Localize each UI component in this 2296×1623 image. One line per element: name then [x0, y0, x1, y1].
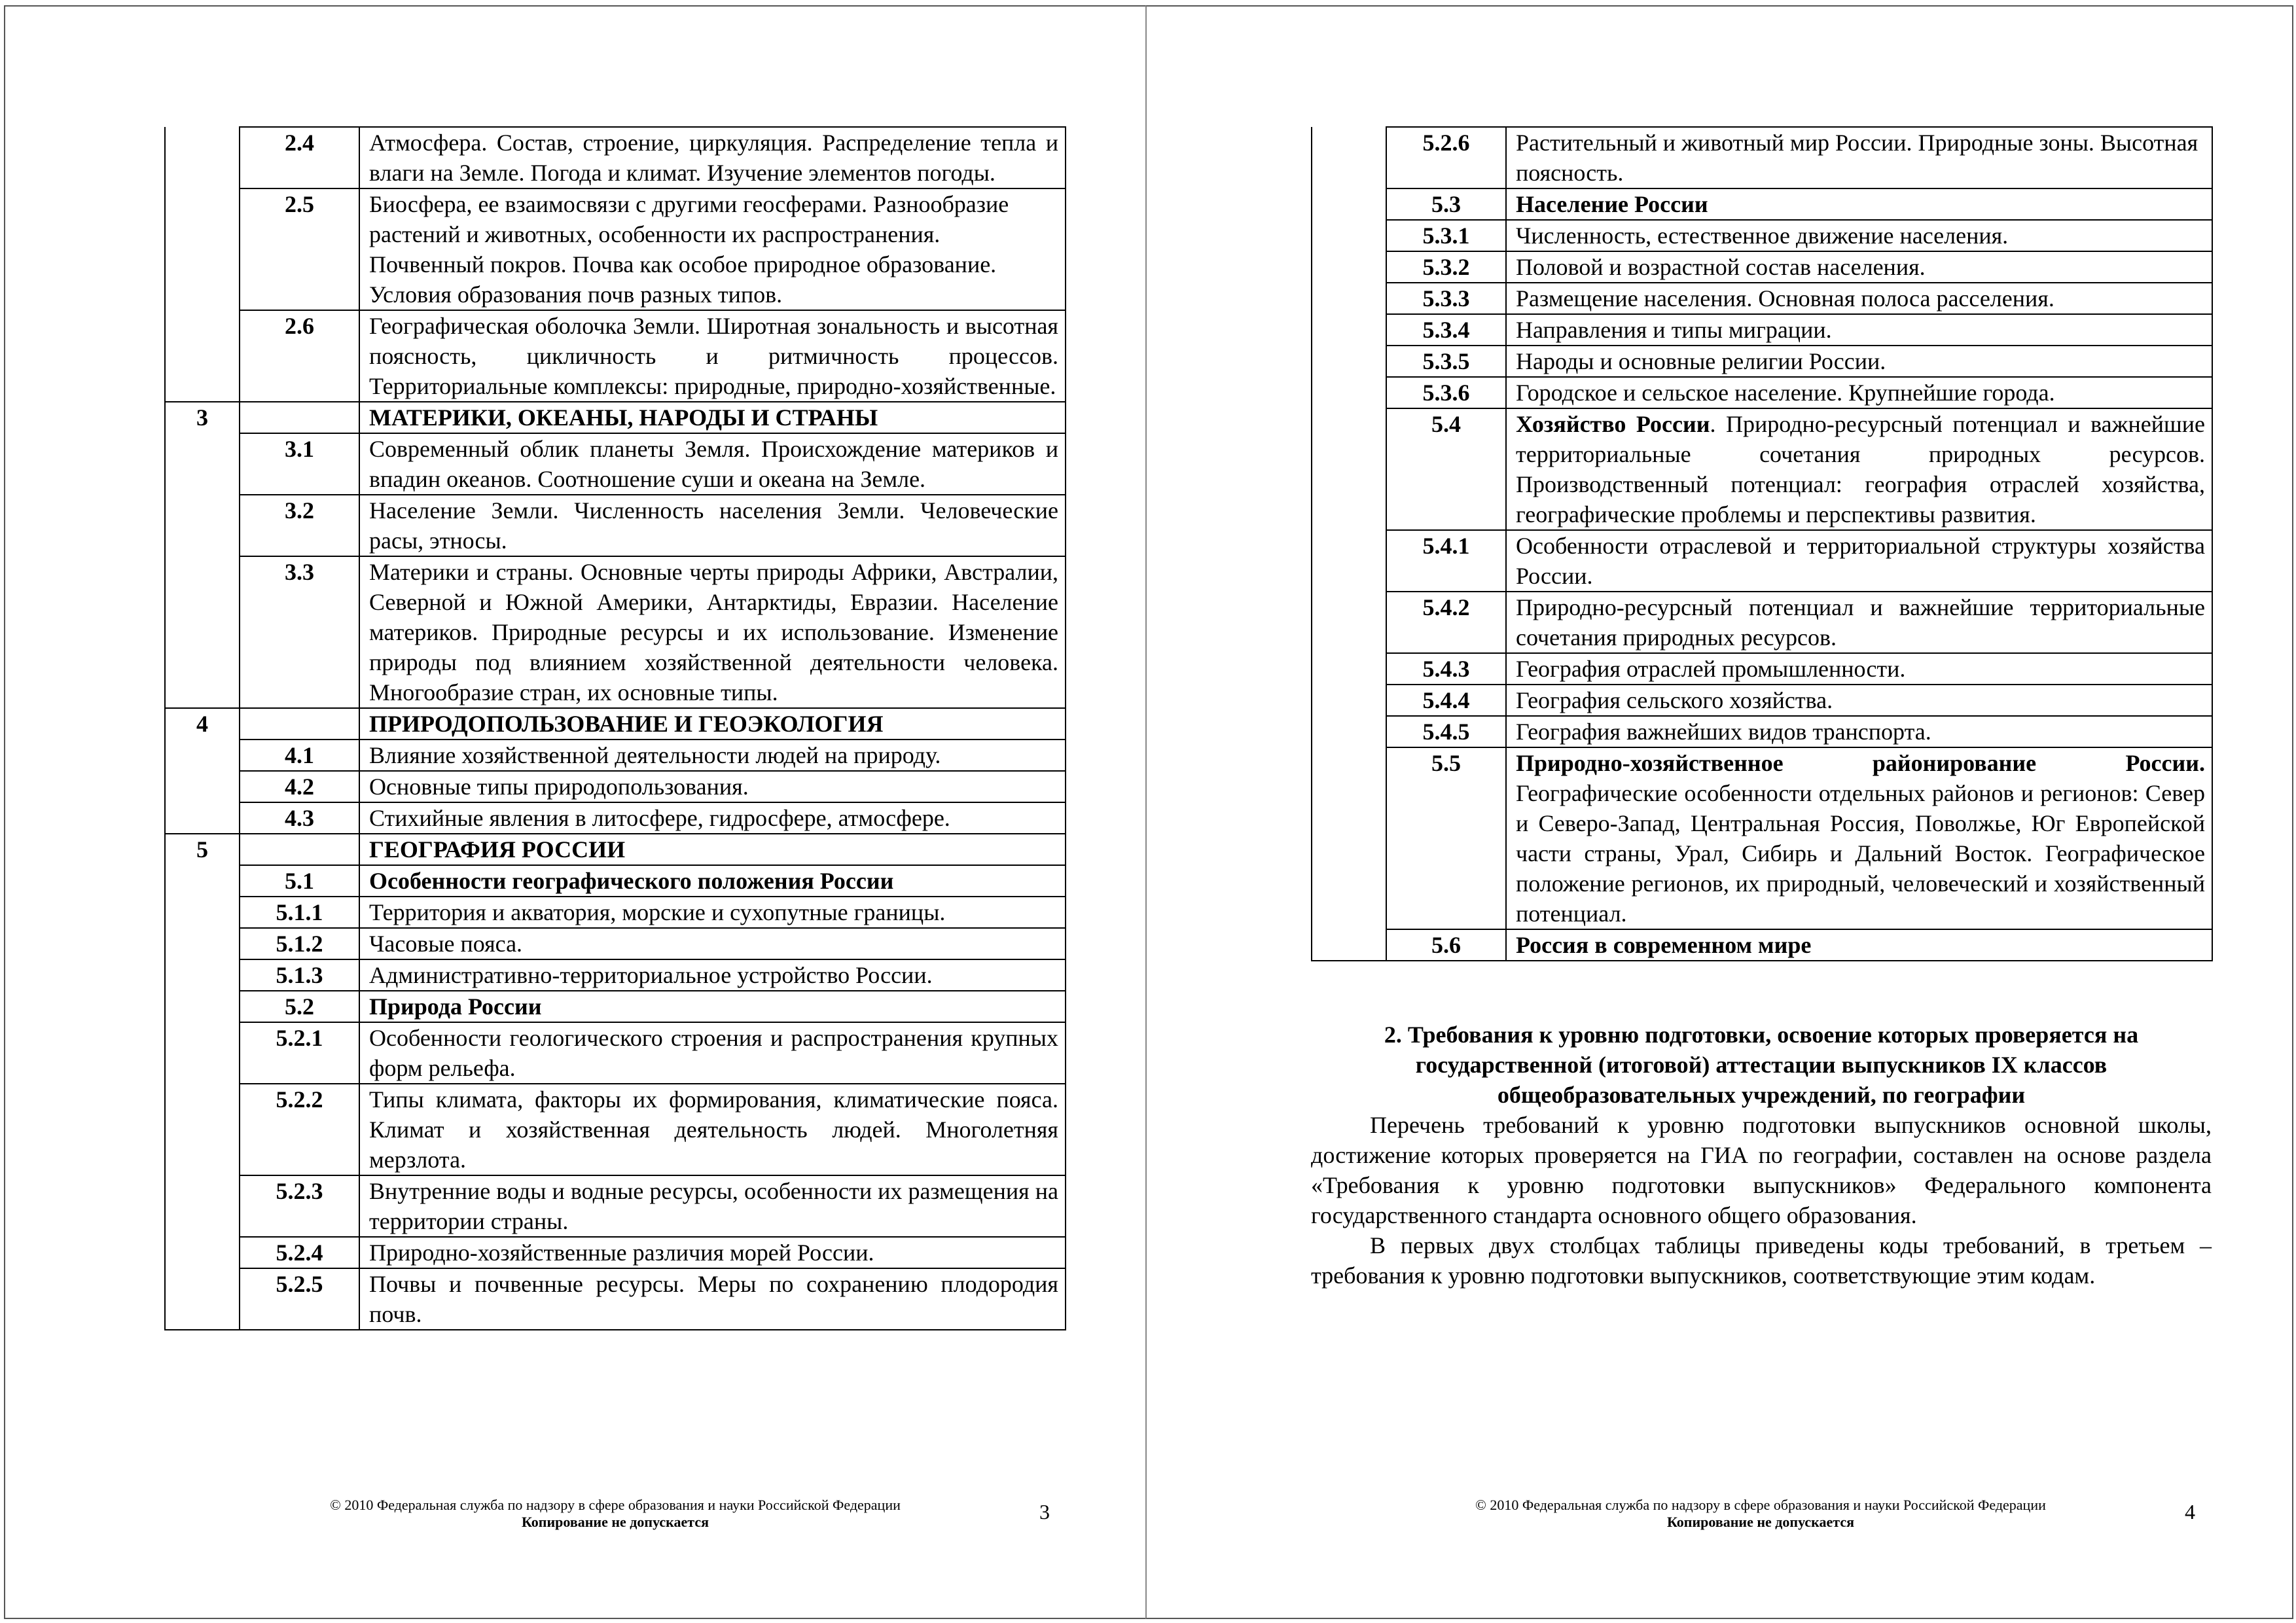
topic-code: 5.4.5 — [1386, 716, 1506, 747]
section-number — [165, 740, 240, 771]
section-number — [1312, 220, 1386, 251]
section-number — [1312, 653, 1386, 685]
table-row — [1312, 929, 2212, 961]
topic-code: 5.4 — [1386, 408, 1506, 530]
table-row — [165, 834, 1066, 865]
topic-code — [240, 708, 359, 740]
topic-code: 5.1.3 — [240, 959, 359, 991]
section-number — [1312, 685, 1386, 716]
table-row — [1312, 283, 2212, 314]
topic-code: 5.1.2 — [240, 928, 359, 959]
topic-code: 5.2.3 — [240, 1175, 359, 1237]
topic-text: Особенности отраслевой и территориальной структуры хозяйства России. — [1506, 530, 2212, 592]
table-row — [1312, 314, 2212, 346]
table-row — [165, 556, 1066, 708]
topic-code: 5.4.3 — [1386, 653, 1506, 685]
topic-code: 5.4.1 — [1386, 530, 1506, 592]
table-row — [1312, 251, 2212, 283]
section-number — [165, 802, 240, 834]
topic-code: 5.2.1 — [240, 1022, 359, 1084]
table-row — [165, 959, 1066, 991]
footer-copy-notice: Копирование не допускается — [521, 1514, 709, 1530]
topic-text: География важнейших видов транспорта. — [1506, 716, 2212, 747]
table-row — [165, 865, 1066, 897]
table-row — [165, 127, 1066, 188]
table-row — [165, 433, 1066, 495]
table-row — [165, 928, 1066, 959]
topic-text — [1506, 747, 2212, 929]
topic-code: 5.1 — [240, 865, 359, 897]
topic-text: Типы климата, факторы их формирования, климатические пояса. Климат и хозяйственная деятельность людей. Многолетняя мерзлота. — [359, 1084, 1066, 1175]
section-heading: 2. Требования к уровню подготовки, освоение которых проверяется на государственной (итоговой) аттестации выпускников IX классов общеобразовательных учреждений, по географии — [1384, 1022, 2139, 1108]
topic-code: 5.3.1 — [1386, 220, 1506, 251]
topic-code: 2.6 — [240, 310, 359, 402]
topic-text: Основные типы природопользования. — [359, 771, 1066, 802]
content-table-right — [1311, 126, 2213, 961]
table-row — [165, 1084, 1066, 1175]
topic-code: 4.3 — [240, 802, 359, 834]
topic-text: Часовые пояса. — [359, 928, 1066, 959]
topic-text: Современный облик планеты Земля. Происхождение материков и впадин океанов. Соотношение суши и океана на Земле. — [359, 433, 1066, 495]
paragraph-2: В первых двух столбцах таблицы приведены коды требований, в третьем – требования к уровню подготовки выпускников, соответствующие этим кодам. — [1311, 1232, 2212, 1289]
table-row — [165, 402, 1066, 433]
topic-text: МАТЕРИКИ, ОКЕАНЫ, НАРОДЫ И СТРАНЫ — [359, 402, 1066, 433]
topic-text: Городское и сельское население. Крупнейшие города. — [1506, 377, 2212, 408]
section-number — [1312, 346, 1386, 377]
topic-text: Направления и типы миграции. — [1506, 314, 2212, 346]
topic-text: Материки и страны. Основные черты природы Африки, Австралии, Северной и Южной Америки, Антарктиды, Евразии. Население материков. Природные ресурсы и их использование. Изменение природы под влиянием хозяйственной деятельности человека. Многообразие стран, их основные типы. — [359, 556, 1066, 708]
topic-text: Природно-хозяйственные различия морей России. — [359, 1237, 1066, 1268]
section-number — [1312, 716, 1386, 747]
content-table-left — [164, 126, 1066, 1330]
topic-code: 2.5 — [240, 188, 359, 310]
section-number — [165, 771, 240, 802]
topic-code: 5.3.2 — [1386, 251, 1506, 283]
table-row — [1312, 716, 2212, 747]
section-number — [165, 433, 240, 495]
section-number: 4 — [165, 708, 240, 740]
topic-code: 3.3 — [240, 556, 359, 708]
table-row — [165, 991, 1066, 1022]
topic-code: 5.4.4 — [1386, 685, 1506, 716]
table-row — [165, 188, 1066, 310]
section-number — [165, 1268, 240, 1330]
section-number — [1312, 592, 1386, 653]
topic-text: Половой и возрастной состав населения. — [1506, 251, 2212, 283]
section-number — [1312, 283, 1386, 314]
table-row — [165, 310, 1066, 402]
table-row — [165, 1237, 1066, 1268]
topic-text: Растительный и животный мир России. Природные зоны. Высотная поясность. — [1506, 127, 2212, 188]
topic-code: 5.2.2 — [240, 1084, 359, 1175]
section-number — [165, 928, 240, 959]
topic-text: Россия в современном мире — [1506, 929, 2212, 961]
topic-text: Атмосфера. Состав, строение, циркуляция. Распределение тепла и влаги на Земле. Погода и климат. Изучение элементов погоды. — [359, 127, 1066, 188]
topic-code: 5.3 — [1386, 188, 1506, 220]
topic-rest: Географические особенности отдельных районов и регионов: Север и Северо-Запад, Центральная Россия, Поволжье, Юг Европейской части страны, Урал, Сибирь и Дальний Восток. Географическое положение регионов, их природный, человеческий и хозяйственный потенциал. — [1516, 780, 2205, 927]
page-number-left: 3 — [1039, 1500, 1050, 1524]
topic-text: География сельского хозяйства. — [1506, 685, 2212, 716]
topic-text: Природно-ресурсный потенциал и важнейшие территориальные сочетания природных ресурсов. — [1506, 592, 2212, 653]
section-number — [1312, 314, 1386, 346]
table-row — [1312, 220, 2212, 251]
topic-lead: Хозяйство России — [1516, 411, 1710, 437]
topic-text: Стихийные явления в литосфере, гидросфере, атмосфере. — [359, 802, 1066, 834]
section-number — [165, 495, 240, 556]
topic-text: Население России — [1506, 188, 2212, 220]
topic-text: Внутренние воды и водные ресурсы, особенности их размещения на территории страны. — [359, 1175, 1066, 1237]
footer-copyright: © 2010 Федеральная служба по надзору в сфере образования и науки Российской Федерации — [330, 1497, 901, 1513]
topic-code: 5.3.6 — [1386, 377, 1506, 408]
topic-text: Народы и основные религии России. — [1506, 346, 2212, 377]
topic-code: 5.2.4 — [240, 1237, 359, 1268]
topic-code: 5.2.5 — [240, 1268, 359, 1330]
topic-code: 3.1 — [240, 433, 359, 495]
topic-code: 5.6 — [1386, 929, 1506, 961]
table-row — [165, 740, 1066, 771]
topic-text: Биосфера, ее взаимосвязи с другими геосферами. Разнообразие растений и животных, особенности их распространения. Почвенный покров. Почва как особое природное образование. Условия образования почв разных типов. — [359, 188, 1066, 310]
table-row — [1312, 408, 2212, 530]
topic-code: 5.3.4 — [1386, 314, 1506, 346]
topic-text: Влияние хозяйственной деятельности людей на природу. — [359, 740, 1066, 771]
table-row — [165, 897, 1066, 928]
topic-text: Географическая оболочка Земли. Широтная зональность и высотная поясность, цикличность и ритмичность процессов. Территориальные комплексы: природные, природно-хозяйственные. — [359, 310, 1066, 402]
topic-text: Особенности географического положения России — [359, 865, 1066, 897]
topic-text: Административно-территориальное устройство России. — [359, 959, 1066, 991]
section-number — [165, 1175, 240, 1237]
table-row — [1312, 127, 2212, 188]
section-number — [1312, 530, 1386, 592]
topic-text — [1506, 408, 2212, 530]
footer-copy-notice: Копирование не допускается — [1666, 1514, 1855, 1530]
table-row — [1312, 530, 2212, 592]
page-number-right: 4 — [2185, 1500, 2195, 1524]
table-row — [1312, 653, 2212, 685]
topic-code: 5.4.2 — [1386, 592, 1506, 653]
table-row — [165, 1268, 1066, 1330]
topic-text: Особенности геологического строения и распространения крупных форм рельефа. — [359, 1022, 1066, 1084]
topic-code: 4.1 — [240, 740, 359, 771]
table-row — [165, 771, 1066, 802]
section-number — [165, 865, 240, 897]
section-number — [1312, 408, 1386, 530]
table-row — [165, 1175, 1066, 1237]
topic-text: Природа России — [359, 991, 1066, 1022]
section-number — [165, 1237, 240, 1268]
topic-text: Территория и акватория, морские и сухопутные границы. — [359, 897, 1066, 928]
topic-code: 5.3.3 — [1386, 283, 1506, 314]
topic-code: 5.5 — [1386, 747, 1506, 929]
table-row — [1312, 685, 2212, 716]
section-number — [165, 127, 240, 188]
table-row — [165, 495, 1066, 556]
topic-text: География отраслей промышленности. — [1506, 653, 2212, 685]
topic-code: 5.2.6 — [1386, 127, 1506, 188]
topic-rest: . Природно-ресурсный потенциал и важнейшие территориальные сочетания природных ресурсов. Производственный потенциал: география отраслей хозяйства, географические проблемы и перспективы развития. — [1516, 411, 2206, 527]
section-number — [1312, 929, 1386, 961]
topic-code: 5.3.5 — [1386, 346, 1506, 377]
table-row — [165, 802, 1066, 834]
table-row — [1312, 747, 2212, 929]
table-row — [1312, 592, 2212, 653]
topic-text: Размещение населения. Основная полоса расселения. — [1506, 283, 2212, 314]
topic-text: Численность, естественное движение населения. — [1506, 220, 2212, 251]
section-number — [165, 556, 240, 708]
footer-copyright: © 2010 Федеральная служба по надзору в сфере образования и науки Российской Федерации — [1475, 1497, 2046, 1513]
section-number — [1312, 747, 1386, 929]
requirements-section — [1311, 1020, 2212, 1291]
section-number — [1312, 188, 1386, 220]
topic-code: 3.2 — [240, 495, 359, 556]
topic-code — [240, 402, 359, 433]
topic-code: 5.1.1 — [240, 897, 359, 928]
topic-code: 5.2 — [240, 991, 359, 1022]
section-number — [165, 1084, 240, 1175]
topic-text: ПРИРОДОПОЛЬЗОВАНИЕ И ГЕОЭКОЛОГИЯ — [359, 708, 1066, 740]
section-number — [1312, 127, 1386, 188]
table-row — [1312, 346, 2212, 377]
section-number: 5 — [165, 834, 240, 865]
topic-lead: Природно-хозяйственное районирование России. — [1516, 750, 2205, 776]
section-number — [1312, 377, 1386, 408]
topic-code: 2.4 — [240, 127, 359, 188]
section-number: 3 — [165, 402, 240, 433]
table-row — [1312, 188, 2212, 220]
footer-left — [223, 1497, 1008, 1531]
table-row — [1312, 377, 2212, 408]
section-number — [165, 959, 240, 991]
paragraph-1: Перечень требований к уровню подготовки выпускников основной школы, достижение которых проверяется на ГИА по географии, составлен на основе раздела «Требования к уровню подготовки выпускников» Федерального компонента государственного стандарта основного общего образования. — [1311, 1112, 2212, 1228]
section-number — [165, 897, 240, 928]
footer-right — [1368, 1497, 2153, 1531]
topic-code: 4.2 — [240, 771, 359, 802]
section-number — [165, 188, 240, 310]
table-row — [165, 1022, 1066, 1084]
topic-text: Почвы и почвенные ресурсы. Меры по сохранению плодородия почв. — [359, 1268, 1066, 1330]
section-number — [165, 310, 240, 402]
section-number — [165, 991, 240, 1022]
section-number — [1312, 251, 1386, 283]
section-number — [165, 1022, 240, 1084]
topic-text: ГЕОГРАФИЯ РОССИИ — [359, 834, 1066, 865]
topic-text: Население Земли. Численность населения Земли. Человеческие расы, этносы. — [359, 495, 1066, 556]
topic-code — [240, 834, 359, 865]
table-row — [165, 708, 1066, 740]
